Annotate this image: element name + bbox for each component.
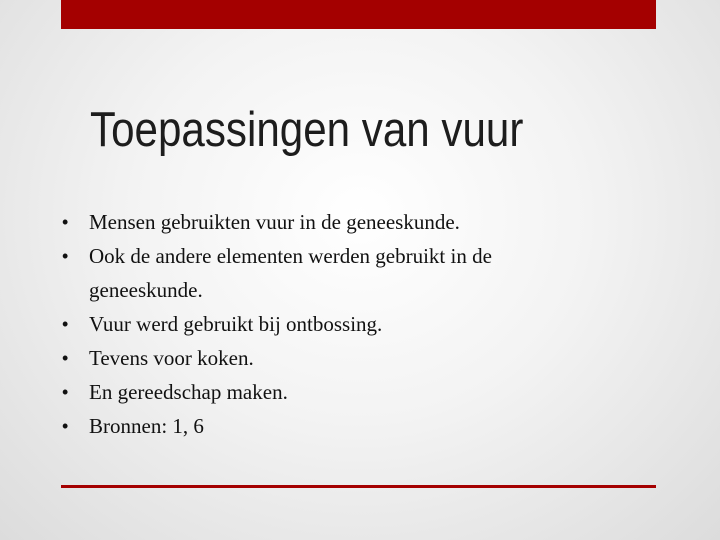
list-item [62, 205, 562, 239]
bullet-text: Ook de andere elementen werden gebruikt in de geneeskunde. [89, 244, 492, 302]
list-item [62, 409, 562, 443]
bullet-text: Tevens voor koken. [89, 346, 254, 370]
top-accent-bar [61, 0, 656, 29]
list-item [62, 239, 562, 307]
bullet-text: Vuur werd gebruikt bij ontbossing. [89, 312, 383, 336]
bullet-icon: • [62, 382, 69, 402]
slide-title: Toepassingen van vuur [90, 103, 524, 157]
bottom-accent-rule [61, 485, 656, 488]
list-item [62, 307, 562, 341]
bullet-icon: • [62, 348, 69, 368]
list-item [62, 341, 562, 375]
bullet-icon: • [62, 416, 69, 436]
bullet-text: Bronnen: 1, 6 [89, 414, 204, 438]
bullet-list [62, 205, 562, 443]
bullet-icon: • [62, 246, 69, 266]
list-item [62, 375, 562, 409]
bullet-icon: • [62, 314, 69, 334]
bullet-text: En gereedschap maken. [89, 380, 288, 404]
bullet-icon: • [62, 212, 69, 232]
bullet-text: Mensen gebruikten vuur in de geneeskunde. [89, 210, 460, 234]
